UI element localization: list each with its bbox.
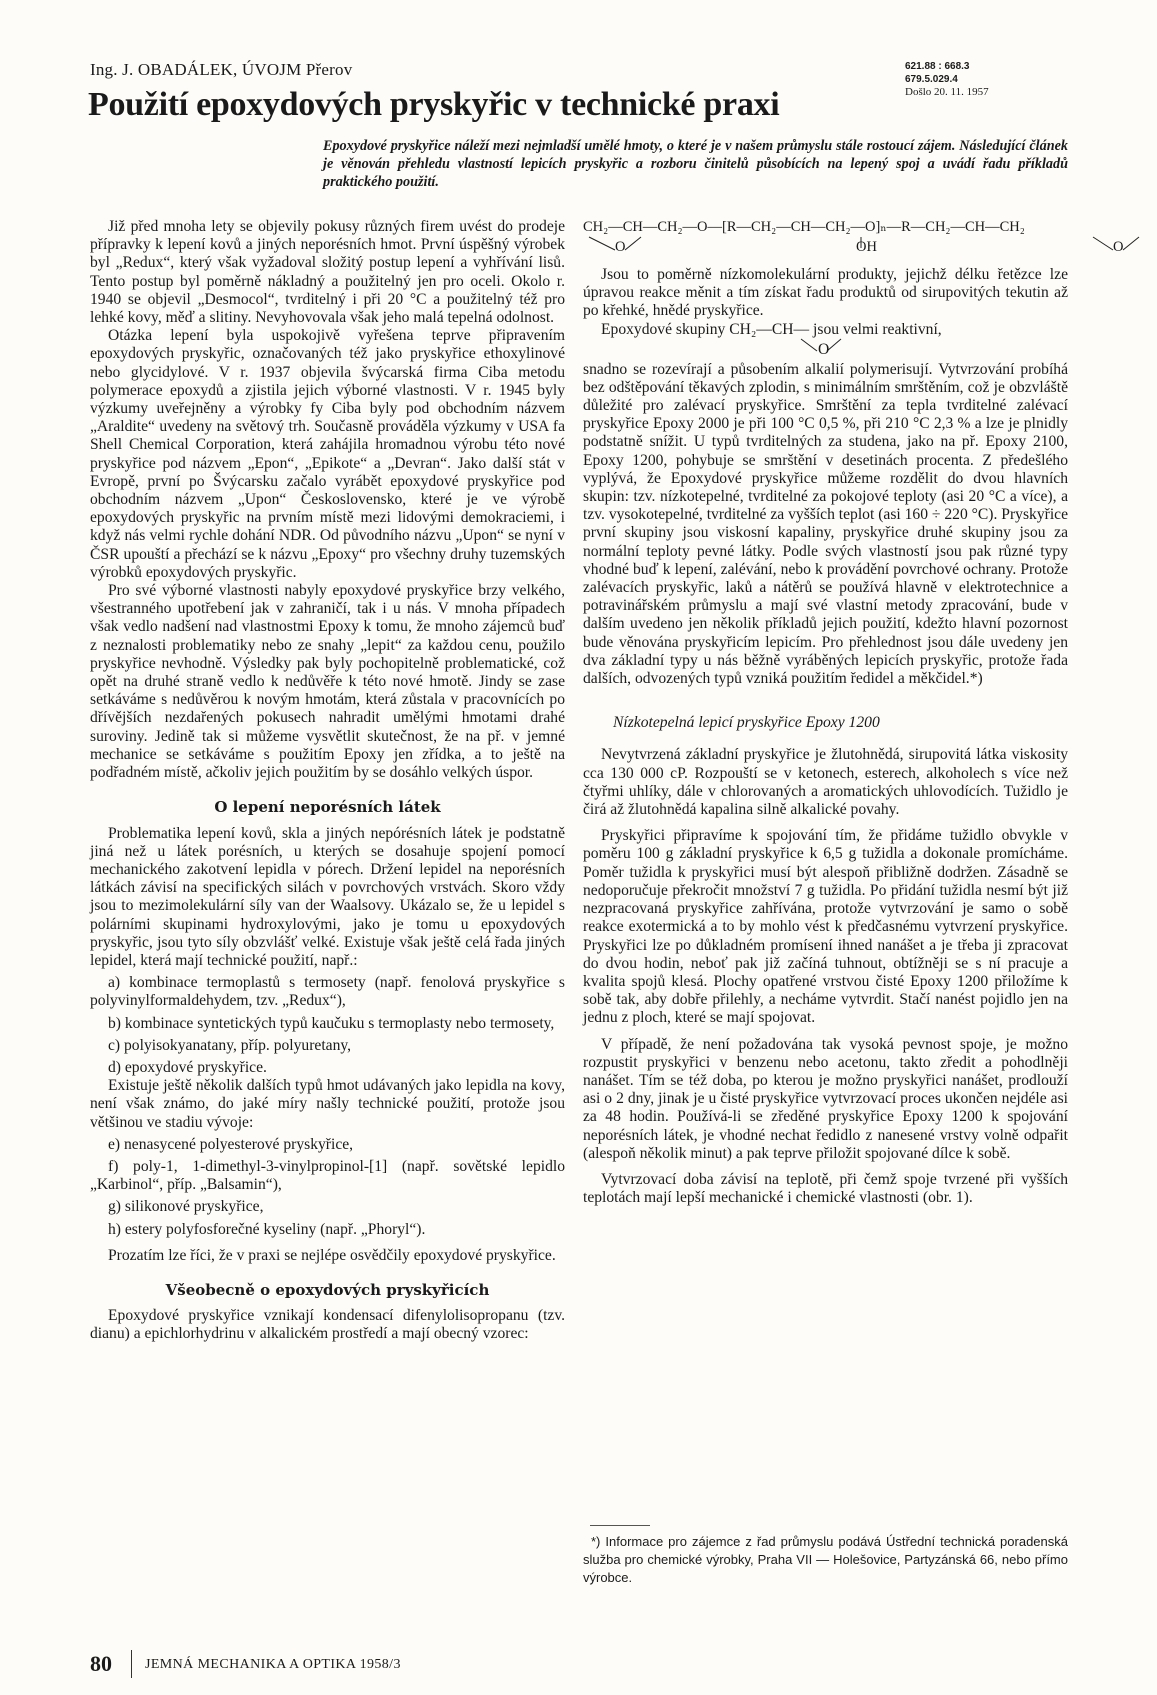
list-item: b) kombinace syntetických typů kaučuku s termoplasty nebo termosety,: [108, 1014, 555, 1032]
general-formula: [583, 218, 1124, 262]
formula-oxygen-left: O: [615, 239, 626, 255]
paragraph: Nevytvrzená základní pryskyřice je žlutohnědá, sirupovitá látka viskosity cca 130 000 cP. Rozpouští se v ketonech, esterech, alkoholech s více než čtyřmi uhlíky, dále v chlorovaných a aromatických uhlovodících. Tužidlo je čirá až žlutohnědá kapalina silně alkalické povahy.: [583, 746, 1068, 819]
formula-oxygen-right: O: [1113, 239, 1124, 255]
paragraph: Již před mnoha lety se objevily pokusy různých firem uvést do prodeje přípravky k lepení kovů a jiných neporésních hmot. První úspěšný výrobek byl „Redux“, který však vyžadoval složitý postup lepení a vyhřívání lisů. Tento postup byl poměrně nákladný a použitelný jen pro oceli. Okolo r. 1940 se objevil „Desmocol“, tvrditelný i při 20 °C a použitelný též pro lehké kovy, měď a slitiny. Nevyhovovala však jeho malá tepelná odolnost.: [90, 218, 565, 327]
paragraph: Epoxydové pryskyřice vznikají kondensací difenylolisopropanu (tzv. dianu) a epichlorhydrinu v alkalickém prostředí a mají obecný vzorec:: [90, 1307, 565, 1343]
paragraph: Prozatím lze říci, že v praxi se nejlépe osvědčily epoxydové pryskyřice.: [108, 1246, 556, 1264]
list-item: g) silikonové pryskyřice,: [108, 1198, 264, 1216]
abstract: Epoxydové pryskyřice náleží mezi nejmladší umělé hmoty, o které je v našem průmyslu stále rostoucí zájem. Následující článek je věnován přehledu vlastností lepicích pryskyřic a rozboru činitelů působících na lepený spoj a uvádí řadu příkladů praktického použití.: [323, 138, 1068, 190]
received-date: Došlo 20. 11. 1957: [905, 86, 989, 98]
paragraph: Pro své výborné vlastnosti nabyly epoxydové pryskyřice brzy velkého, všestranného upotřebení jak v zahraničí, tak i u nás. V mnoha případech však vedlo nadšení nad vlastnostmi Epoxy k tomu, že mnoho zájemců buď z neznalosti problematiky nebo ze snahy „lepit“ za každou cenu, použilo pryskyřice nevhodně. Výsledky pak byly pochopitelně problematické, což opět na druhé straně vedlo k nedůvěře k této nové hmotě. Jindy se zase setkáváme s nedůvěrou k novým hmotám, která zůstala v pracovnících po dřívějších nezdařených pokusech nahradit umělými hmotami drahé suroviny. Jedině tak si můžeme vysvětlit skutečnost, že na př. v jemné mechanice se setkáváme s použitím Epoxy jen zřídka, a to ještě na podřadném místě, ačkoliv jejich použitím by se dosáhlo velkých úspor.: [90, 582, 565, 782]
list-item: h) estery polyfosforečné kyseliny (např. „Phoryl“).: [108, 1220, 426, 1238]
page-number: 80: [90, 1651, 112, 1676]
udc-code-2: 679.5.029.4: [905, 74, 958, 85]
list-item: e) nenasycené polyesterové pryskyřice,: [108, 1135, 354, 1153]
epoxy-group-formula: [583, 321, 1068, 361]
list-item: d) epoxydové pryskyřice.: [108, 1058, 267, 1076]
list-item: c) polyisokyanatany, příp. polyuretany,: [108, 1036, 352, 1054]
section-heading: O lepení neporésních látek: [214, 798, 441, 817]
article-title: Použití epoxydových pryskyřic v technické praxi: [88, 86, 780, 123]
epoxy-sentence: Epoxydové skupiny CH₂—CH— jsou velmi reaktivní,: [601, 320, 942, 338]
paragraph: Otázka lepení byla uspokojivě vyřešena teprve připravením epoxydových pryskyřic, označovaných též jako pryskyřice ethoxylinové nebo glycidylové. V r. 1937 objevila švýcarská firma Ciba metodu polymerace epoxydů a zjistila jejich výborné vlastnosti. V r. 1945 byly výzkumy uveřejněny a výrobky fy Ciba byly pod obchodním názvem „Araldite“ uvedeny na světový trh. Současně prováděla výzkumy v USA fa Shell Chemical Corporation, která zahájila hromadnou výrobu této nové pryskyřice pod názvem „Epon“, „Epikote“ a „Devran“. Jako další stát v Evropě, první po Švýcarsku začalo vyrábět epoxydové pryskyřice pod obchodním názvem „Upon“ Československo, které je ve výrobě epoxydových pryskyřic na prvním místě mezi lidovými demokraciemi, i když nás velmi rychle dohání NDR. Od původního názvu „Upon“ se nyní v ČSR upouští a přechází se k názvu „Epoxy“ pro všechny druhy tuzemských výrobků epoxydových pryskyřic.: [90, 327, 565, 581]
subsection-heading: Nízkotepelná lepicí pryskyřice Epoxy 1200: [613, 714, 880, 732]
right-column: [583, 218, 1124, 1207]
paragraph: Vytvrzovací doba závisí na teplotě, při čemž spoje tvrzené při vyšších teplotách mají lepší mechanické i chemické vlastnosti (obr. 1).: [583, 1170, 1068, 1207]
paragraph: Problematika lepení kovů, skla a jiných nepórésních látek je podstatně jiná než u látek porésních, u kterých se dosahuje spojení pomocí mechanického zakotvení lepidla v pórech. Držení lepidel na neporésních látkách závisí na specifických silách v povrchových vrstvách. Skoro vždy jsou to mezimolekulární síly van der Waalsovy. Ukázalo se, že u lepidel s polárními skupinami hydroxylovými, jako je tomu u epoxydových pryskyřic, jsou tyto síly obzvlášť velké. Existuje však ještě celá řada jiných lepidel, která mají technické použití, např.:: [90, 824, 565, 969]
section-heading: Všeobecně o epoxydových pryskyřicích: [165, 1280, 490, 1299]
footer-divider: [131, 1650, 132, 1678]
footnote: *) Informace pro zájemce z řad průmyslu podává Ústřední technická poradenská služba pro chemické výrobky, Praha VII — Holešovice, Partyzánská 66, nebo přímo výrobce.: [583, 1534, 1068, 1585]
classification-meta: [905, 60, 989, 99]
paragraph: Pryskyřici připravíme k spojování tím, že přidáme tužidlo obvykle v poměru 100 g základní pryskyřice k 6,5 g tužidla a dokonale promícháme. Poměr tužidla k pryskyřici musí být alespoň přibližně dodržen. Zásadně se nedoporučuje překročit množství 7 g tužidla. Po přidání tužidla nesmí být již nezpracovaná pryskyřice zahřívána, protože vytvrzování je samo o sobě reakce exotermická a to by mohlo vést k předčasnému vytvrzení pryskyřice. Pryskyřici lze po důkladném promísení ihned nanášet a je třeba ji zpracovat do dvou hodin, neboť pak již začíná tuhnout, obtížněji se s ní pracuje a kvalita spojů klesá. Plochy opatřené vrstvou čisté Epoxy 1200 přiložíme k sobě tak, aby dobře přilehly, a necháme vytvrdit. Stačí nanést pojidlo jen na jednu z ploch, které se mají spojovat.: [583, 827, 1068, 1027]
udc-code-1: 621.88 : 668.3: [905, 61, 970, 72]
left-column: [90, 218, 565, 1344]
list-item: f) poly-1, 1-dimethyl-3-vinylpropinol-[1] (např. sovětské lepidlo „Karbinol“, příp. „Balsamin“),: [90, 1157, 565, 1194]
paragraph: Existuje ještě několik dalších typů hmot udávaných jako lepidla na kovy, není však známo, do jaké míry našly technické použití, protože jsou většinou ve stadiu vývoje:: [90, 1077, 565, 1131]
formula-hydroxyl: OH: [856, 239, 877, 255]
paragraph: V případě, že není požadována tak vysoká pevnost spoje, je možno rozpustit pryskyřici v benzenu nebo acetonu, takto zředit a pohodlněji nanášet. Tím se též doba, po kterou je možno pryskyřici nanášet, prodlouží asi o 2 dny, jinak je u čisté pryskyřice vytvrzovací proces ukončen nejdéle asi za 48 hodin. Používá-li se zředěné pryskyřice Epoxy 1200 k spojování neporésních látek, je vhodné nechat ředidlo z nanesené vrstvy volně odpařit (alespoň několik minut) a pak teprve přiložit spojované dílce k sobě.: [583, 1035, 1068, 1162]
author-line: Ing. J. OBADÁLEK, ÚVOJM Přerov: [90, 60, 353, 79]
journal-name: JEMNÁ MECHANIKA A OPTIKA 1958/3: [145, 1657, 401, 1672]
paragraph: snadno se rozevírají a působením alkalií polymerisují. Vytvrzování probíhá bez odštěpování těkavých zplodin, s minimálním smrštěním, což je obzvláště důležité pro zalévací pryskyřice. Smrštění za tepla tvrditelné zalévací pryskyřice Epoxy 2000 je při 100 °C 0,5 %, při 210 °C 2,3 % a lze je plnidly podstatně snížit. U typů tvrditelných za studena, jako na př. Epoxy 2100, Epoxy 1200, pohybuje se smrštění v desetinách procenta. Z předešlého vyplývá, že Epoxydové pryskyřice můžeme rozdělit do dvou hlavních skupin: tzv. nízkotepelné, tvrditelné za pokojové teploty (asi 20 °C a více), a tzv. vysokotepelné, tvrditelné za vyšších teplot (asi 160 ÷ 220 °C). Pryskyřice první skupiny jsou viskosní kapaliny, pryskyřice druhé skupiny jsou za normální teploty pevné látky. Podle svých vlastností jsou pak různé typy vhodné buď k lepení, zalévání, nebo k provádění povrchové ochrany. Protože zalévacích pryskyřic, laků a nátěrů se používá hlavně v elektrotechnice a potravinářském průmyslu a mají své vlastní metody zpracování, bude v dalším uvedeno jen několik příkladů jejich použití, kdežto hlavní pozornost bude věnována pryskyřicím lepicím. Pro přehlednost jsou dále uvedeny jen dva základní typy u nás běžně vyráběných lepicích pryskyřic, protože řada dalších, odvozených typů vzniká použitím ředidel a měkčidel.*): [583, 360, 1068, 688]
list-item: a) kombinace termoplastů s termosety (např. fenolová pryskyřice s polyvinylformaldehydem, tzv. „Redux“),: [90, 974, 565, 1010]
formula-main-chain: CH₂—CH—CH₂—O—[R—CH₂—CH—CH₂—O]ₙ—R—CH₂—CH—CH₂: [583, 219, 1025, 235]
epoxy-oxygen: O: [818, 340, 830, 358]
paragraph: Jsou to poměrně nízkomolekulární produkty, jejichž délku řetězce lze úpravou reakce měnit a tím získat řadu produktů od sirupovitých tekutin až po křehké, hnědé pryskyřice.: [583, 266, 1068, 320]
footnote-rule: [590, 1525, 650, 1526]
